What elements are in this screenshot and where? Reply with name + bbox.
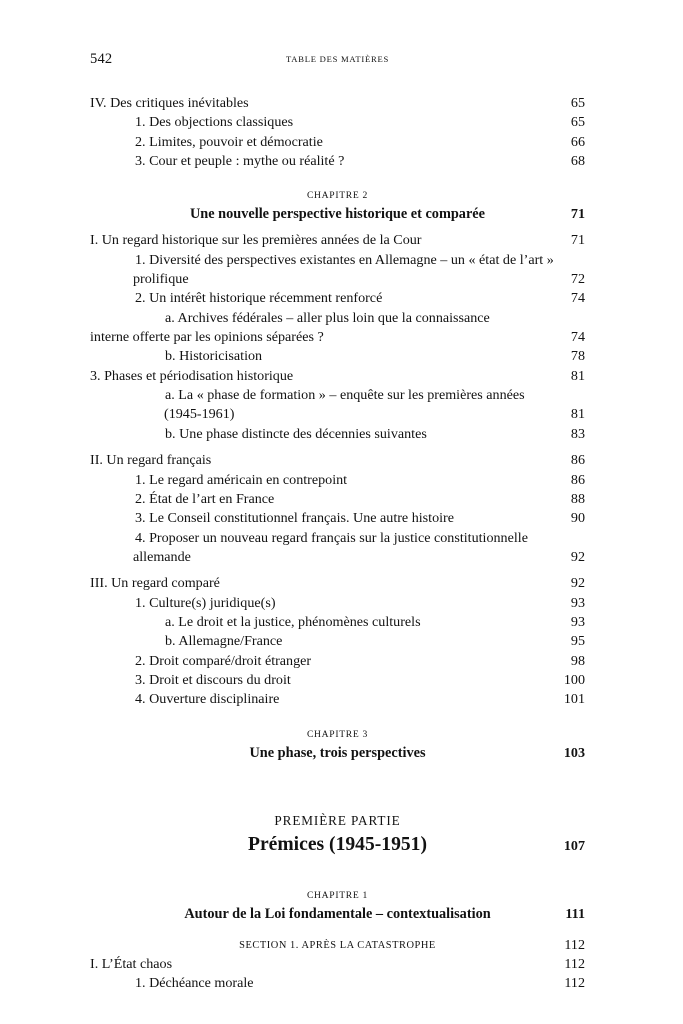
chapter-page: 71 bbox=[570, 206, 585, 223]
chapter-title bbox=[90, 204, 585, 224]
toc-entry-page: 98 bbox=[570, 652, 585, 669]
toc-entry-page: 78 bbox=[570, 348, 585, 365]
toc-entry bbox=[90, 529, 585, 548]
toc-entry bbox=[90, 347, 585, 366]
toc-entry-page: 71 bbox=[570, 232, 585, 249]
toc-entry-page: 65 bbox=[570, 95, 585, 111]
toc-entry-continuation bbox=[90, 270, 585, 289]
toc-entry bbox=[90, 425, 585, 444]
toc-entry-label: 1. Diversité des perspectives existantes en Allemagne – un « état de l’art » bbox=[135, 251, 554, 268]
toc-entry-page: 93 bbox=[570, 594, 585, 611]
toc-entry-label: b. Allemagne/France bbox=[165, 633, 283, 650]
toc-entry bbox=[90, 955, 585, 974]
section-heading bbox=[90, 936, 585, 955]
toc-entry-label: a. Le droit et la justice, phénomènes culturels bbox=[165, 613, 421, 630]
toc-entry-label: 3. Phases et périodisation historique bbox=[90, 367, 294, 384]
chapter-kicker: CHAPITRE 2 bbox=[306, 190, 369, 202]
toc-entry bbox=[90, 289, 585, 308]
chapter-title-text: Une phase, trois perspectives bbox=[249, 744, 426, 761]
toc-entry-page: 112 bbox=[564, 975, 585, 992]
toc-entry-label: interne offerte par les opinions séparées ? bbox=[90, 329, 324, 346]
toc-entry bbox=[90, 652, 585, 671]
toc-entry bbox=[90, 671, 585, 690]
toc-entry-label: b. Une phase distincte des décennies suivantes bbox=[165, 425, 427, 442]
toc-entry-page: 86 bbox=[570, 452, 585, 469]
toc-entry-label: III. Un regard comparé bbox=[90, 575, 220, 592]
toc-entry-page: 81 bbox=[570, 367, 585, 384]
chapter-heading-1 bbox=[90, 888, 585, 924]
toc-entry-label: 3. Droit et discours du droit bbox=[135, 671, 291, 688]
toc-entry bbox=[90, 152, 585, 171]
chapter-kicker: CHAPITRE 3 bbox=[306, 728, 369, 740]
toc-entry-label: (1945-1961) bbox=[164, 406, 235, 423]
toc-entry-page: 83 bbox=[570, 425, 585, 442]
chapter-title bbox=[90, 743, 585, 763]
chapter-page: 103 bbox=[563, 744, 585, 761]
section-page: 112 bbox=[564, 936, 585, 953]
table-of-contents bbox=[90, 94, 585, 994]
part-kicker: PREMIÈRE PARTIE bbox=[274, 812, 401, 828]
toc-entry bbox=[90, 594, 585, 613]
chapter-heading-3 bbox=[90, 727, 585, 763]
toc-entry-page: 66 bbox=[570, 133, 585, 150]
toc-entry-label: 2. Limites, pouvoir et démocratie bbox=[135, 133, 323, 150]
toc-entry-page: 86 bbox=[570, 471, 585, 488]
toc-entry-page: 101 bbox=[563, 691, 585, 708]
toc-entry bbox=[90, 113, 585, 132]
toc-entry-page: 81 bbox=[570, 406, 585, 423]
toc-entry-page: 95 bbox=[570, 633, 585, 650]
toc-entry-label: I. Un regard historique sur les premières années de la Cour bbox=[90, 232, 422, 249]
toc-entry-label: I. L’État chaos bbox=[90, 955, 173, 972]
toc-entry bbox=[90, 613, 585, 632]
toc-entry-label: IV. Des critiques inévitables bbox=[90, 95, 249, 111]
chapter-kicker: CHAPITRE 1 bbox=[306, 889, 369, 901]
toc-entry-page: 112 bbox=[564, 955, 585, 972]
toc-entry-page: 74 bbox=[570, 329, 585, 346]
toc-entry-label: 2. État de l’art en France bbox=[135, 490, 275, 507]
toc-entry-label: 1. Culture(s) juridique(s) bbox=[135, 594, 276, 611]
toc-entry bbox=[90, 574, 585, 593]
toc-entry-continuation bbox=[90, 548, 585, 567]
toc-entry bbox=[90, 231, 585, 250]
chapter-title bbox=[90, 904, 585, 924]
toc-entry-page: 92 bbox=[570, 575, 585, 592]
toc-entry bbox=[90, 471, 585, 490]
toc-entry bbox=[90, 133, 585, 152]
toc-entry-label: 1. Le regard américain en contrepoint bbox=[135, 471, 348, 488]
toc-entry-page: 90 bbox=[570, 510, 585, 527]
toc-entry bbox=[90, 451, 585, 470]
toc-entry-label: 3. Cour et peuple : mythe ou réalité ? bbox=[135, 153, 345, 170]
toc-entry-page: 93 bbox=[570, 613, 585, 630]
toc-entry bbox=[90, 490, 585, 509]
toc-entry bbox=[90, 386, 585, 405]
toc-entry-page: 88 bbox=[570, 490, 585, 507]
toc-entry bbox=[90, 974, 585, 993]
running-head bbox=[90, 50, 585, 68]
toc-entry-label: a. La « phase de formation » – enquête sur les premières années bbox=[165, 387, 525, 404]
toc-entry bbox=[90, 94, 585, 113]
toc-entry-label: allemande bbox=[133, 548, 191, 565]
toc-entry-page: 65 bbox=[570, 114, 585, 131]
chapter-title-text: Une nouvelle perspective historique et comparée bbox=[189, 206, 485, 223]
toc-entry bbox=[90, 367, 585, 386]
toc-entry-continuation bbox=[90, 328, 585, 347]
toc-entry bbox=[90, 690, 585, 709]
toc-entry bbox=[90, 632, 585, 651]
toc-entry-label: 4. Proposer un nouveau regard français sur la justice constitutionnelle bbox=[135, 529, 528, 546]
toc-entry-label: 3. Le Conseil constitutionnel français. Une autre histoire bbox=[135, 510, 454, 527]
toc-entry-continuation bbox=[90, 405, 585, 424]
toc-entry-page: 68 bbox=[570, 153, 585, 170]
toc-entry-page: 72 bbox=[570, 271, 585, 288]
toc-entry bbox=[90, 509, 585, 528]
toc-entry-label: 2. Droit comparé/droit étranger bbox=[135, 652, 312, 669]
chapter-page: 111 bbox=[565, 905, 585, 922]
page-folio-number: 542 bbox=[90, 51, 113, 67]
section-label: SECTION 1. APRÈS LA CATASTROPHE bbox=[239, 939, 436, 951]
toc-entry-label: 1. Des objections classiques bbox=[135, 114, 294, 131]
part-heading-1 bbox=[90, 811, 585, 858]
toc-entry-page: 74 bbox=[570, 290, 585, 307]
part-page: 107 bbox=[563, 837, 585, 854]
toc-entry-label: 4. Ouverture disciplinaire bbox=[135, 691, 280, 708]
running-head-title: TABLE DES MATIÈRES bbox=[285, 54, 390, 64]
toc-entry-label: II. Un regard français bbox=[90, 452, 212, 469]
toc-entry bbox=[90, 309, 585, 328]
chapter-title-text: Autour de la Loi fondamentale – contextualisation bbox=[184, 905, 491, 922]
toc-entry-label: a. Archives fédérales – aller plus loin que la connaissance bbox=[165, 309, 490, 326]
toc-entry-page: 100 bbox=[563, 671, 585, 688]
toc-entry-label: 2. Un intérêt historique récemment renforcé bbox=[135, 290, 383, 307]
toc-entry-label: 1. Déchéance morale bbox=[135, 975, 254, 992]
part-title-text: Prémices (1945-1951) bbox=[248, 833, 427, 855]
part-title bbox=[90, 831, 585, 858]
toc-entry-page: 92 bbox=[570, 548, 585, 565]
chapter-heading-2 bbox=[90, 188, 585, 224]
toc-entry-label: b. Historicisation bbox=[165, 348, 263, 365]
toc-entry bbox=[90, 251, 585, 270]
toc-entry-label: prolifique bbox=[133, 271, 189, 288]
